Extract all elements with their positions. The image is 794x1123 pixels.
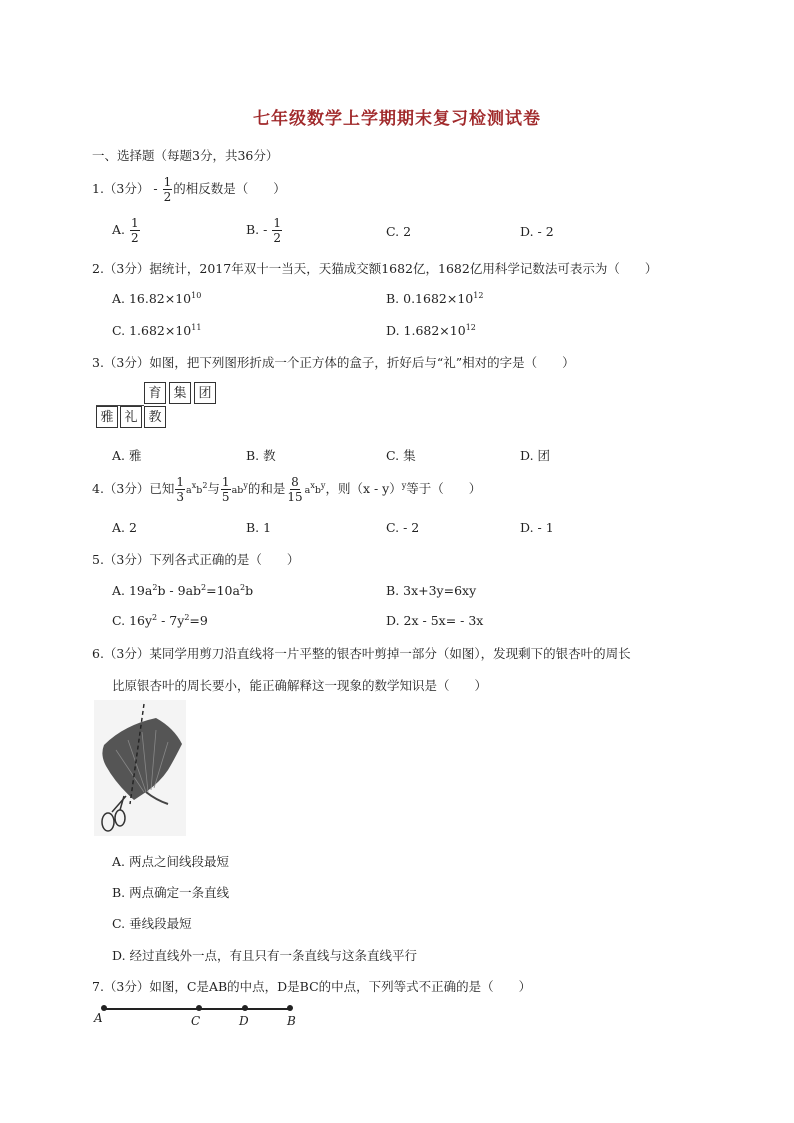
- option-c[interactable]: [112, 323, 201, 338]
- option-a[interactable]: A. 雅: [112, 448, 142, 463]
- term: a: [186, 485, 192, 496]
- label-c: C: [191, 1014, 201, 1028]
- option-d[interactable]: D. 团: [520, 448, 551, 463]
- option-a[interactable]: [112, 291, 201, 306]
- label-d: D: [239, 1014, 249, 1028]
- question-2: 2.（3分）据统计，2017年双十一当天，天猫成交额1682亿，1682亿用科学记数法可表示为（ ）: [92, 261, 658, 276]
- denominator: 2: [163, 190, 172, 204]
- question-1-number: 1.（3分）: [92, 181, 150, 196]
- option-text: b - 9ab: [157, 583, 202, 598]
- net-cell: 团: [194, 382, 216, 404]
- denominator: 3: [176, 490, 185, 504]
- term: b: [196, 485, 203, 496]
- option-a[interactable]: A. 两点之间线段最短: [112, 854, 229, 869]
- exponent: 2: [202, 481, 208, 490]
- numerator: 1: [273, 216, 282, 230]
- question-1-stem: 的相反数是（ ）: [173, 181, 286, 196]
- net-cell: 礼: [120, 406, 142, 428]
- option-c-text: C. 1.682×10: [112, 323, 192, 338]
- label-a: A: [94, 1011, 103, 1025]
- option-b[interactable]: B. 两点确定一条直线: [112, 885, 230, 900]
- section-heading: 一、选择题（每题3分，共36分）: [92, 148, 279, 163]
- minus-sign: -: [263, 222, 268, 237]
- question-4-end: 等于（ ）: [406, 481, 482, 496]
- fraction: [272, 217, 282, 244]
- option-text: A. 19a: [112, 583, 153, 598]
- exponent: x: [310, 481, 315, 490]
- exponent: 2: [239, 583, 246, 592]
- denominator: 2: [273, 231, 282, 245]
- option-text: =9: [189, 613, 208, 628]
- exponent: 2: [152, 583, 158, 592]
- denominator: 5: [221, 490, 230, 504]
- ginkgo-leaf-figure: [94, 700, 186, 836]
- option-d-text: D. 1.682×10: [386, 323, 466, 338]
- question-6-continued: 比原银杏叶的周长要小，能正确解释这一现象的数学知识是（ ）: [112, 678, 488, 693]
- exponent: x: [191, 481, 197, 490]
- option-b[interactable]: B. 1: [246, 520, 272, 535]
- option-d[interactable]: D. - 2: [520, 224, 554, 239]
- term: b: [314, 485, 321, 496]
- option-b[interactable]: [386, 291, 483, 306]
- question-4-condition: ，则（x - y）: [325, 481, 402, 496]
- option-a-label: A.: [112, 222, 126, 237]
- net-cell: 集: [169, 382, 191, 404]
- option-b[interactable]: B. 3x+3y=6xy: [386, 583, 477, 598]
- option-c[interactable]: C. 集: [386, 448, 416, 463]
- option-b[interactable]: B. 教: [246, 448, 276, 463]
- term: ab: [231, 485, 244, 496]
- numerator: 1: [163, 175, 172, 189]
- option-d[interactable]: [386, 323, 476, 338]
- label-b: B: [287, 1014, 296, 1028]
- option-text: b: [245, 583, 254, 598]
- exponent: 12: [473, 291, 484, 300]
- question-5: 5.（3分）下列各式正确的是（ ）: [92, 552, 300, 567]
- option-text: - 7y: [157, 613, 185, 628]
- connector-text: 与: [207, 481, 220, 496]
- question-1: [92, 176, 286, 203]
- fraction: [163, 176, 173, 203]
- option-text: =10a: [206, 583, 240, 598]
- net-cell: 育: [144, 382, 166, 404]
- term: a: [304, 485, 311, 496]
- exponent: 2: [184, 613, 190, 622]
- option-c[interactable]: [112, 613, 208, 628]
- option-c[interactable]: C. 垂线段最短: [112, 916, 192, 931]
- question-3: 3.（3分）如图，把下列图形折成一个正方体的盒子，折好后与“礼”相对的字是（ ）: [92, 355, 575, 370]
- exponent: 11: [191, 323, 202, 332]
- option-b-text: B. 0.1682×10: [386, 291, 474, 306]
- question-4: [92, 476, 481, 503]
- numerator: 1: [221, 475, 230, 489]
- option-d[interactable]: D. 经过直线外一点，有且只有一条直线与这条直线平行: [112, 948, 418, 963]
- option-c[interactable]: C. 2: [386, 224, 412, 239]
- net-cell: 教: [144, 406, 166, 428]
- question-7: 7.（3分）如图，C是AB的中点，D是BC的中点，下列等式不正确的是（ ）: [92, 979, 532, 994]
- denominator: 15: [287, 490, 303, 504]
- option-d[interactable]: D. - 1: [520, 520, 554, 535]
- fraction: [130, 217, 140, 244]
- cube-net-figure: [96, 382, 226, 434]
- option-a[interactable]: [112, 217, 141, 244]
- point-c: [196, 1005, 202, 1011]
- exponent: 2: [152, 613, 158, 622]
- fraction: [175, 476, 185, 503]
- option-a[interactable]: [112, 583, 253, 598]
- fraction: [221, 476, 231, 503]
- point-d: [242, 1005, 248, 1011]
- numerator: 1: [131, 216, 139, 230]
- exponent: 10: [191, 291, 202, 300]
- denominator: 2: [131, 231, 139, 245]
- option-b[interactable]: [246, 217, 283, 244]
- option-b-label: B.: [246, 222, 260, 237]
- page-title: 七年级数学上学期期末复习检测试卷: [253, 109, 541, 129]
- question-4-number: 4.（3分）已知: [92, 481, 175, 496]
- exponent: 12: [465, 323, 476, 332]
- option-a[interactable]: A. 2: [112, 520, 137, 535]
- option-a-text: A. 16.82×10: [112, 291, 192, 306]
- exponent: y: [243, 481, 248, 490]
- fraction: [286, 476, 303, 503]
- connector-text: 的和是: [247, 481, 286, 496]
- question-6: 6.（3分）某同学用剪刀沿直线将一片平整的银杏叶剪掉一部分（如图），发现剩下的银杏叶的周长: [92, 646, 631, 661]
- exponent: 2: [201, 583, 207, 592]
- numerator: 1: [176, 475, 185, 489]
- point-b: [287, 1005, 293, 1011]
- exponent: y: [320, 481, 326, 490]
- option-c[interactable]: C. - 2: [386, 520, 420, 535]
- option-text: C. 16y: [112, 613, 153, 628]
- exponent: y: [401, 481, 407, 490]
- net-cell: 雅: [96, 406, 118, 428]
- segment-figure: [94, 1000, 314, 1030]
- option-d[interactable]: D. 2x - 5x= - 3x: [386, 613, 484, 628]
- numerator: 8: [291, 475, 299, 489]
- minus-sign: -: [153, 181, 158, 196]
